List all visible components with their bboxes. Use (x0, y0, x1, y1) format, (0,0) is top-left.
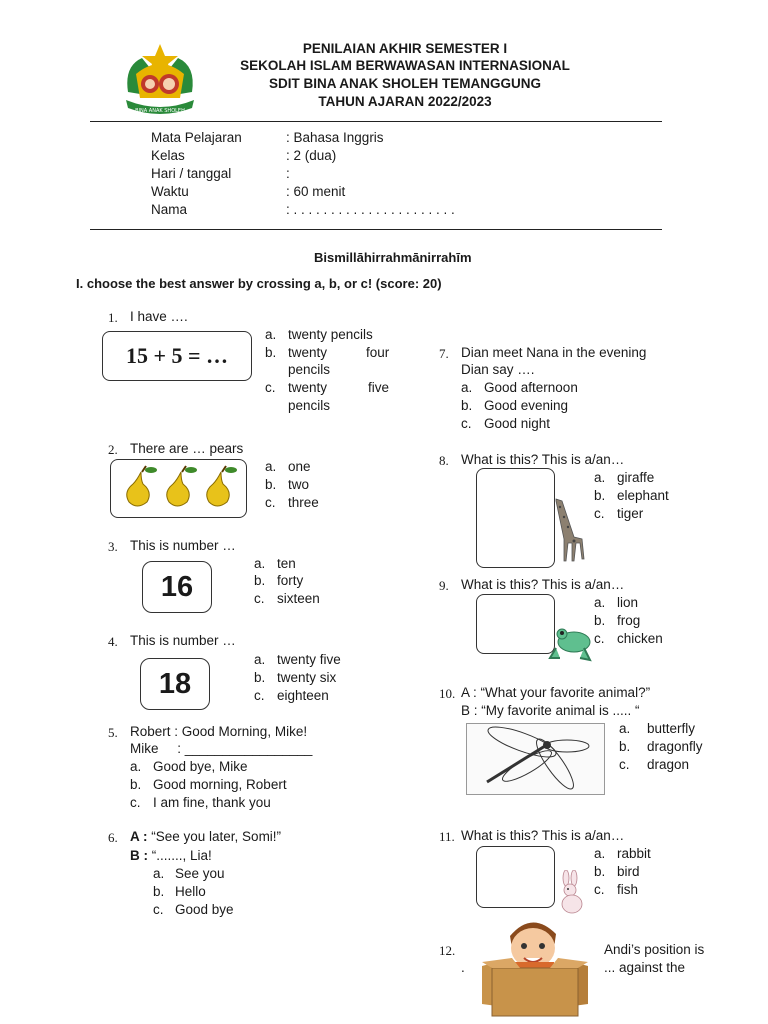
q2-option-b[interactable]: two (288, 477, 310, 492)
q1-option-c-word3[interactable]: pencils (288, 398, 331, 413)
q6-option-b[interactable]: Hello (175, 884, 206, 899)
q12-text-2: ... against the (604, 960, 686, 975)
q9-number: 9. (439, 578, 449, 593)
q7-number: 7. (439, 346, 449, 361)
q10-option-b[interactable]: dragonfly (647, 739, 703, 754)
q10-option-c[interactable]: dragon (647, 757, 690, 772)
q5-option-c-letter[interactable]: c. (130, 795, 141, 810)
header-divider (90, 121, 662, 122)
info-value-date: : (286, 166, 290, 181)
q3-option-b[interactable]: forty (277, 573, 304, 588)
q12-number: 12. (439, 943, 456, 958)
q11-option-c-letter[interactable]: c. (594, 882, 605, 897)
q4-option-a-letter[interactable]: a. (254, 652, 266, 667)
q5-text-2: Mike : _________________ (130, 741, 313, 756)
q9-option-c[interactable]: chicken (617, 631, 663, 646)
q6-option-a[interactable]: See you (175, 866, 225, 881)
q1-option-a[interactable]: twenty pencils (288, 327, 373, 342)
q5-text: Robert : Good Morning, Mike! (130, 724, 308, 739)
q1-option-a-letter[interactable]: a. (265, 327, 277, 342)
q9-option-b-letter[interactable]: b. (594, 613, 606, 628)
q9-option-b[interactable]: frog (617, 613, 641, 628)
logo-caption: BINA ANAK SHOLEH (135, 108, 185, 114)
q7-text-2: Dian say …. (461, 362, 535, 377)
q2-text: There are … pears (130, 441, 244, 456)
q10-number: 10. (439, 686, 456, 701)
q1-option-c-word2[interactable]: five (368, 380, 390, 395)
info-label-time: Waktu (151, 184, 189, 199)
q1-option-c-letter[interactable]: c. (265, 380, 276, 395)
info-value-subject: : Bahasa Inggris (286, 130, 384, 145)
q8-number: 8. (439, 453, 449, 468)
info-label-class: Kelas (151, 148, 185, 163)
q7-option-b-letter[interactable]: b. (461, 398, 473, 413)
q6-speaker-b: B : (130, 848, 148, 863)
q3-number-box: 16 (142, 561, 212, 613)
q4-option-c[interactable]: eighteen (277, 688, 329, 703)
q11-text: What is this? This is a/an… (461, 828, 625, 843)
info-value-time: : 60 menit (286, 184, 346, 199)
info-label-date: Hari / tanggal (151, 166, 232, 181)
q4-option-c-letter[interactable]: c. (254, 688, 265, 703)
q1-option-c-word1[interactable]: twenty (288, 380, 328, 395)
q4-number: 4. (108, 634, 118, 649)
q3-number: 3. (108, 539, 118, 554)
q4-option-b[interactable]: twenty six (277, 670, 337, 685)
q10-option-a[interactable]: butterfly (647, 721, 696, 736)
q10-text: A : “What your favorite animal?” (461, 685, 651, 700)
header-title-1: PENILAIAN AKHIR SEMESTER I (302, 41, 508, 56)
q11-option-b-letter[interactable]: b. (594, 864, 606, 879)
q4-option-b-letter[interactable]: b. (254, 670, 266, 685)
q3-option-c[interactable]: sixteen (277, 591, 320, 606)
q1-equation-box: 15 + 5 = … (102, 331, 252, 381)
q6-line-b (130, 848, 212, 863)
q2-option-a-letter[interactable]: a. (265, 459, 277, 474)
q1-text: I have …. (130, 309, 188, 324)
q7-option-a[interactable]: Good afternoon (484, 380, 578, 395)
pear-icon (167, 466, 197, 506)
pear-icon (207, 466, 237, 506)
q5-option-b[interactable]: Good morning, Robert (153, 777, 287, 792)
header-title-3: SDIT BINA ANAK SHOLEH TEMANGGUNG (269, 76, 541, 91)
q9-option-a-letter[interactable]: a. (594, 595, 606, 610)
info-value-name[interactable]: : . . . . . . . . . . . . . . . . . . . . . . (286, 202, 455, 217)
q3-text: This is number … (130, 538, 236, 553)
info-label-subject: Mata Pelajaran (151, 130, 242, 145)
info-value-class: : 2 (dua) (286, 148, 337, 163)
q2-option-b-letter[interactable]: b. (265, 477, 277, 492)
q5-option-a-letter[interactable]: a. (130, 759, 142, 774)
bismillah: Bismillāhirrahmānirrahīm (314, 250, 472, 265)
q6-option-b-letter[interactable]: b. (153, 884, 165, 899)
q10-option-c-letter[interactable]: c. (619, 757, 630, 772)
q11-option-a[interactable]: rabbit (617, 846, 651, 861)
q4-number-box: 18 (140, 658, 210, 710)
q11-answer-box (476, 846, 555, 908)
frog-icon (548, 622, 596, 664)
q3-option-b-letter[interactable]: b. (254, 573, 266, 588)
q8-option-b[interactable]: elephant (617, 488, 669, 503)
q2-pears-box (110, 459, 247, 518)
boy-in-box-illustration (478, 906, 593, 1018)
q5-number: 5. (108, 725, 118, 740)
q6-line-b-text: “......., Lia! (148, 848, 212, 863)
giraffe-icon (548, 493, 592, 573)
q2-number: 2. (108, 442, 118, 457)
q10-text-2: B : “My favorite animal is ..... “ (461, 703, 640, 718)
pear-icon (127, 466, 157, 506)
q6-option-c-letter[interactable]: c. (153, 902, 164, 917)
q1-number: 1. (108, 310, 118, 325)
q7-text: Dian meet Nana in the evening (461, 345, 647, 360)
pears-illustration (111, 460, 246, 517)
info-divider (90, 229, 662, 230)
q1-option-b-word2[interactable]: four (366, 345, 390, 360)
q5-option-b-letter[interactable]: b. (130, 777, 142, 792)
q11-option-b[interactable]: bird (617, 864, 640, 879)
q6-option-c[interactable]: Good bye (175, 902, 234, 917)
info-label-name: Nama (151, 202, 188, 217)
q6-line-a (130, 829, 281, 844)
q8-option-a[interactable]: giraffe (617, 470, 655, 485)
q10-option-a-letter[interactable]: a. (619, 721, 631, 736)
q7-option-a-letter[interactable]: a. (461, 380, 473, 395)
q8-text: What is this? This is a/an… (461, 452, 625, 467)
q9-option-c-letter[interactable]: c. (594, 631, 605, 646)
header-title-2: SEKOLAH ISLAM BERWAWASAN INTERNASIONAL (240, 58, 570, 73)
q12-dot: . (461, 960, 465, 975)
header-title-4: TAHUN AJARAN 2022/2023 (318, 94, 492, 109)
q9-option-a[interactable]: lion (617, 595, 639, 610)
q4-text: This is number … (130, 633, 236, 648)
q6-option-a-letter[interactable]: a. (153, 866, 165, 881)
q5-option-a[interactable]: Good bye, Mike (153, 759, 248, 774)
q2-option-c-letter[interactable]: c. (265, 495, 276, 510)
q11-number: 11. (439, 829, 455, 844)
q3-option-a[interactable]: ten (277, 556, 296, 571)
dragonfly-icon (467, 724, 604, 794)
q4-option-a[interactable]: twenty five (277, 652, 341, 667)
q7-option-b[interactable]: Good evening (484, 398, 569, 413)
q6-speaker-a: A : (130, 829, 148, 844)
q11-option-c[interactable]: fish (617, 882, 639, 897)
q7-option-c-letter[interactable]: c. (461, 416, 472, 431)
q3-option-c-letter[interactable]: c. (254, 591, 265, 606)
section-title: I. choose the best answer by crossing a, b, or c! (score: 20) (76, 276, 442, 291)
q8-option-c[interactable]: tiger (617, 506, 644, 521)
q1-option-b-word3[interactable]: pencils (288, 362, 331, 377)
q6-number: 6. (108, 830, 118, 845)
q8-answer-box (476, 468, 555, 568)
q2-option-c[interactable]: three (288, 495, 319, 510)
q11-option-a-letter[interactable]: a. (594, 846, 606, 861)
q1-option-b-letter[interactable]: b. (265, 345, 277, 360)
q9-answer-box (476, 594, 555, 654)
q10-option-b-letter[interactable]: b. (619, 739, 631, 754)
q6-line-a-text: “See you later, Somi!” (147, 829, 282, 844)
q8-option-a-letter[interactable]: a. (594, 470, 606, 485)
q2-option-a[interactable]: one (288, 459, 311, 474)
q12-text: Andi’s position is (604, 942, 705, 957)
q8-option-b-letter[interactable]: b. (594, 488, 606, 503)
q10-dragonfly-picture (466, 723, 605, 795)
school-logo (120, 44, 200, 120)
q1-option-b-word1[interactable]: twenty (288, 345, 328, 360)
q7-option-c[interactable]: Good night (484, 416, 551, 431)
q5-option-c[interactable]: I am fine, thank you (153, 795, 271, 810)
q8-option-c-letter[interactable]: c. (594, 506, 605, 521)
q3-option-a-letter[interactable]: a. (254, 556, 266, 571)
q9-text: What is this? This is a/an… (461, 577, 625, 592)
